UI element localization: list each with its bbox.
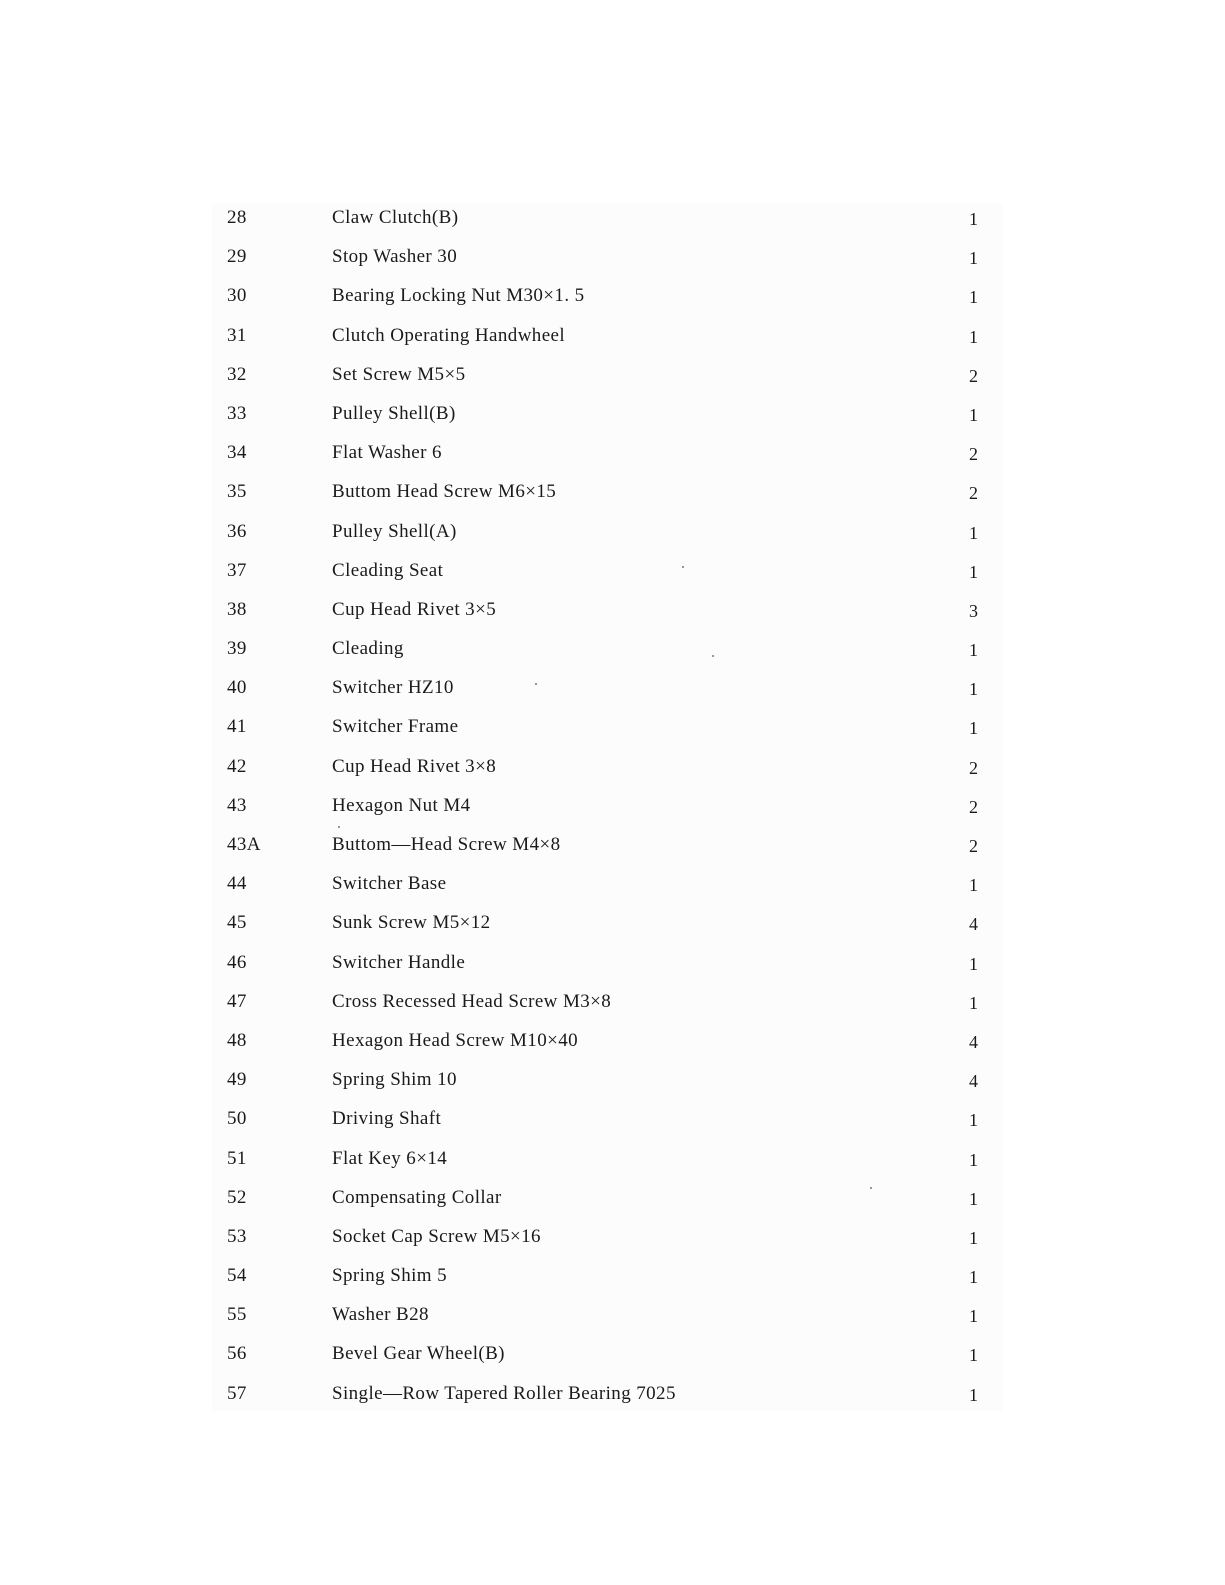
part-number: 42 [227, 755, 247, 777]
part-description: Switcher Frame [332, 716, 459, 738]
part-quantity: 1 [969, 875, 979, 896]
part-description: Switcher Handle [332, 951, 466, 973]
part-number: 43 [227, 794, 247, 816]
part-quantity: 4 [969, 1071, 979, 1092]
part-quantity: 1 [969, 1306, 979, 1327]
part-row [0, 982, 1225, 1021]
part-quantity: 1 [969, 640, 979, 661]
part-number: 37 [227, 559, 247, 581]
part-description: Single—Row Tapered Roller Bearing 7025 [332, 1382, 676, 1404]
part-description: Clutch Operating Handwheel [332, 324, 566, 346]
part-row [0, 1099, 1225, 1138]
part-quantity: 2 [969, 757, 979, 778]
part-row [0, 1256, 1225, 1295]
part-quantity: 1 [969, 1267, 979, 1288]
part-number: 32 [227, 363, 247, 385]
part-quantity: 4 [969, 914, 979, 935]
part-row [0, 1295, 1225, 1334]
part-number: 43A [227, 834, 261, 855]
part-description: Cleading Seat [332, 559, 444, 581]
part-number: 28 [227, 207, 247, 228]
part-row [0, 786, 1225, 825]
part-quantity: 2 [969, 365, 979, 386]
part-number: 50 [227, 1108, 247, 1130]
part-row [0, 237, 1225, 276]
part-row [0, 629, 1225, 668]
part-number: 34 [227, 442, 247, 464]
part-description: Pulley Shell(B) [332, 402, 456, 424]
part-row [0, 316, 1225, 355]
part-quantity: 1 [969, 953, 979, 974]
part-quantity: 2 [969, 483, 979, 504]
part-number: 30 [227, 285, 247, 307]
part-description: Sunk Screw M5×12 [332, 912, 491, 934]
part-quantity: 1 [969, 404, 979, 425]
part-quantity: 1 [969, 1149, 979, 1170]
part-row [0, 1374, 1225, 1413]
part-row [0, 864, 1225, 903]
part-number: 53 [227, 1225, 247, 1247]
part-row [0, 198, 1225, 237]
part-row [0, 276, 1225, 315]
part-description: Bevel Gear Wheel(B) [332, 1343, 505, 1365]
part-quantity: 1 [969, 287, 979, 308]
part-description: Washer B28 [332, 1304, 429, 1326]
part-number: 41 [227, 716, 247, 738]
part-quantity: 2 [969, 444, 979, 465]
part-description: Hexagon Nut M4 [332, 794, 471, 816]
part-number: 54 [227, 1265, 247, 1287]
part-number: 57 [227, 1382, 247, 1404]
part-row [0, 1217, 1225, 1256]
part-row [0, 433, 1225, 472]
part-number: 35 [227, 481, 247, 503]
part-description: Socket Cap Screw M5×16 [332, 1225, 541, 1247]
part-description: Buttom Head Screw M6×15 [332, 481, 557, 503]
part-number: 51 [227, 1147, 247, 1169]
part-row [0, 707, 1225, 746]
part-quantity: 2 [969, 796, 979, 817]
part-row [0, 825, 1225, 864]
part-number: 52 [227, 1186, 247, 1208]
part-quantity: 1 [969, 326, 979, 347]
part-number: 44 [227, 873, 247, 895]
part-row [0, 1060, 1225, 1099]
part-number: 45 [227, 912, 247, 934]
part-description: Cup Head Rivet 3×8 [332, 755, 497, 777]
part-description: Switcher HZ10 [332, 677, 454, 699]
part-number: 38 [227, 598, 247, 620]
part-row [0, 355, 1225, 394]
part-description: Pulley Shell(A) [332, 520, 457, 542]
part-description: Hexagon Head Screw M10×40 [332, 1029, 579, 1051]
part-row [0, 1178, 1225, 1217]
part-quantity: 1 [969, 718, 979, 739]
part-number: 56 [227, 1343, 247, 1365]
part-description: Cleading [332, 638, 404, 660]
part-row [0, 668, 1225, 707]
part-number: 49 [227, 1069, 247, 1091]
part-quantity: 1 [969, 561, 979, 582]
part-description: Stop Washer 30 [332, 246, 458, 268]
part-row [0, 590, 1225, 629]
part-number: 40 [227, 677, 247, 699]
part-quantity: 1 [969, 1384, 979, 1405]
part-description: Spring Shim 10 [332, 1069, 457, 1091]
part-number: 36 [227, 520, 247, 542]
scan-speck [535, 683, 537, 685]
part-number: 48 [227, 1029, 247, 1051]
part-row [0, 394, 1225, 433]
part-description: Flat Washer 6 [332, 442, 442, 464]
part-quantity: 4 [969, 1031, 979, 1052]
part-description: Spring Shim 5 [332, 1265, 447, 1287]
part-row [0, 1139, 1225, 1178]
part-row [0, 1334, 1225, 1373]
part-description: Set Screw M5×5 [332, 363, 466, 385]
part-description: Bearing Locking Nut M30×1. 5 [332, 285, 585, 307]
parts-list [0, 198, 1225, 1413]
part-quantity: 1 [969, 679, 979, 700]
part-quantity: 2 [969, 836, 979, 856]
part-description: Compensating Collar [332, 1186, 502, 1208]
part-row [0, 472, 1225, 511]
part-quantity: 1 [969, 522, 979, 543]
part-description: Claw Clutch(B) [332, 207, 459, 228]
part-description: Switcher Base [332, 873, 447, 895]
scan-speck [712, 655, 714, 657]
part-quantity: 1 [969, 1188, 979, 1209]
part-row [0, 512, 1225, 551]
part-description: Buttom—Head Screw M4×8 [332, 834, 561, 855]
part-quantity: 1 [969, 992, 979, 1013]
part-quantity: 1 [969, 209, 979, 229]
part-row [0, 551, 1225, 590]
part-row [0, 1021, 1225, 1060]
part-number: 31 [227, 324, 247, 346]
part-number: 29 [227, 246, 247, 268]
part-number: 39 [227, 638, 247, 660]
part-description: Driving Shaft [332, 1108, 442, 1130]
part-row [0, 903, 1225, 942]
part-number: 47 [227, 990, 247, 1012]
part-number: 33 [227, 402, 247, 424]
part-quantity: 1 [969, 1345, 979, 1366]
scan-speck [870, 1187, 872, 1189]
part-number: 55 [227, 1304, 247, 1326]
part-quantity: 1 [969, 1110, 979, 1131]
part-row [0, 747, 1225, 786]
part-row [0, 943, 1225, 982]
part-description: Flat Key 6×14 [332, 1147, 448, 1169]
part-description: Cup Head Rivet 3×5 [332, 598, 497, 620]
part-number: 46 [227, 951, 247, 973]
part-quantity: 1 [969, 248, 979, 269]
part-description: Cross Recessed Head Screw M3×8 [332, 990, 612, 1012]
scan-speck [682, 566, 684, 568]
part-quantity: 3 [969, 600, 979, 621]
scan-speck [338, 826, 340, 828]
part-quantity: 1 [969, 1227, 979, 1248]
